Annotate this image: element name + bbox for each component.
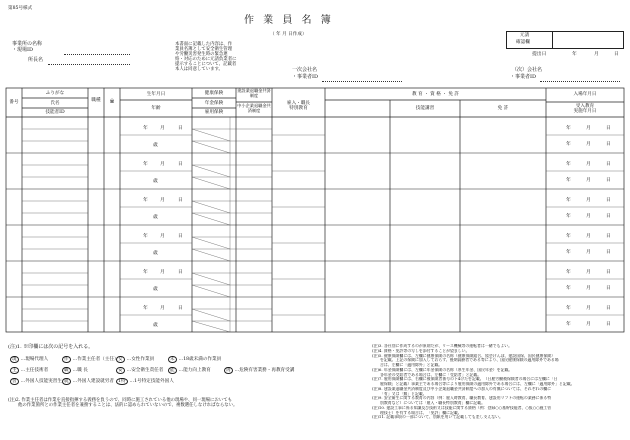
induction-year-label: 年 [566, 178, 571, 183]
note-line: (注)6. 年金保険欄には、左欄に年金保険の名称（厚生年金、国民年金）を記載。 [372, 367, 513, 372]
entry-month-label: 月 [586, 162, 591, 167]
birth-year-label: 年 [143, 126, 148, 131]
office-manager-label: 所長名 [28, 57, 44, 63]
birth-year-label: 年 [143, 306, 148, 311]
legend-intro: (注)1. ※印欄には次の記号を入れる。 [8, 344, 94, 350]
legend-item [116, 378, 174, 385]
legend-item [10, 378, 62, 385]
col-birth: 生年月日 [146, 92, 166, 97]
legend-text: …作業主任者（主任） [72, 357, 119, 362]
birth-month-label: 月 [160, 270, 165, 275]
legend-symbol: 現 [12, 357, 17, 362]
col-name: 氏名 [50, 101, 60, 106]
induction-day-label: 日 [606, 250, 611, 255]
induction-month-label: 月 [586, 250, 591, 255]
induction-day-label: 日 [606, 142, 611, 147]
primary-company-label: 一次会社名 [292, 67, 318, 73]
birth-year-label: 年 [143, 162, 148, 167]
entry-day-label: 日 [606, 306, 611, 311]
entry-day-label: 日 [606, 126, 611, 131]
legend-text: …現場代理人 [20, 357, 49, 362]
site-id-label: ・現場ID [12, 47, 33, 53]
note-line: (注)8. 建設業退職金共済制度及び中小企業退職金共済制度への加入の有無については、それぞれの欄に [372, 386, 552, 391]
birth-month-label: 月 [160, 234, 165, 239]
legend-item [62, 367, 88, 374]
age-label: 歳 [153, 287, 158, 292]
submitted-month: 月 [594, 52, 599, 57]
legend-text: …18歳未満の作業員 [178, 357, 222, 362]
col-induction: 受入教育 実施年月日 [573, 104, 597, 115]
notes-right [372, 344, 624, 420]
legend-symbol: 安 [118, 368, 123, 373]
sub-company-label: （次）会社名 [512, 67, 543, 73]
legend-text: …女性作業員 [126, 357, 155, 362]
legend-text: …能力向上教育 [178, 368, 211, 373]
entry-day-label: 日 [606, 198, 611, 203]
entry-year-label: 年 [566, 198, 571, 203]
col-age: 年齢 [151, 106, 161, 111]
induction-month-label: 月 [586, 286, 591, 291]
submitted-label: 提出日 [532, 52, 547, 57]
legend-symbol: 再 [226, 368, 231, 373]
date-line: （ 年 月 日作成） [270, 32, 307, 37]
induction-year-label: 年 [566, 250, 571, 255]
birth-month-label: 月 [160, 162, 165, 167]
col-chutaikyo: 中小企業退職金共済制度 [237, 103, 271, 113]
primary-id-label: ・事業者ID [292, 74, 318, 80]
entry-day-label: 日 [606, 162, 611, 167]
age-label: 歳 [153, 215, 158, 220]
office-manager-line [48, 64, 130, 65]
age-label: 歳 [153, 323, 158, 328]
age-label: 歳 [153, 143, 158, 148]
col-worker-id: 技能者ID [45, 110, 65, 115]
form-number: 第85号様式 [8, 6, 33, 11]
note-line: 「有」又は「無」と記載。 [380, 391, 427, 396]
note-line: (注)5. 健康保険欄には、左欄に健康保険の名称（健康保険組合、協会けんぽ、建設国保、国民健康保険） [372, 353, 556, 358]
note-line: (注)10. 建設工事に係る知識及び技術又は技能に関する資格（例：登録○○基幹技能者、○級○○施工管 [372, 405, 552, 410]
entry-month-label: 月 [586, 126, 591, 131]
entry-year-label: 年 [566, 270, 571, 275]
submitted-year: 年 [572, 52, 577, 57]
legend-item [168, 356, 221, 363]
sub-id-label: ・事業者ID [510, 74, 536, 80]
legend-symbol: 習 [12, 379, 17, 384]
office-name-label: 事業所の名称 [12, 41, 43, 47]
entry-month-label: 月 [586, 270, 591, 275]
legend-item [116, 367, 163, 374]
entry-year-label: 年 [566, 126, 571, 131]
note-line: 理技士）を有する場合は、「免許」欄に記載。 [380, 410, 462, 415]
birth-day-label: 日 [178, 162, 183, 167]
legend-text: …外国人建設就労者 [72, 379, 114, 384]
age-label: 歳 [153, 179, 158, 184]
col-entry-date: 入場年月日 [573, 92, 597, 97]
col-license: 免 許 [497, 106, 509, 111]
note-line: 合は、左欄に「適用除外」と記載。 [380, 363, 443, 368]
note-line: (注)3. 各社別に作成するのが原則だが、リース機械等の運転者は一緒でもよい。 [372, 344, 513, 348]
legend-symbol: 1特 [118, 379, 126, 384]
entry-year-label: 年 [566, 306, 571, 311]
induction-year-label: 年 [566, 214, 571, 219]
entry-day-label: 日 [606, 270, 611, 275]
legend-item [62, 378, 114, 385]
induction-year-label: 年 [566, 286, 571, 291]
note-line: 各年金の受給者である場合は、左欄に「受給者」と記載。 [380, 372, 482, 377]
col-employ-ins: 雇用保険 [204, 110, 224, 115]
sub-id-line [540, 81, 620, 82]
legend-symbol: 女 [118, 357, 123, 362]
birth-year-label: 年 [143, 270, 148, 275]
legend-symbol: 作 [64, 357, 69, 362]
induction-day-label: 日 [606, 178, 611, 183]
col-kentaikyo: 建設業退職金共済制度 [237, 88, 271, 98]
induction-day-label: 日 [606, 322, 611, 327]
note-line: (注)11. 記載事項の一部について、別紙を用いて記載しても差し支えない。 [372, 415, 503, 420]
legend-item [62, 356, 119, 363]
legend-text: …危険有害業務・再教育受講 [234, 368, 295, 373]
note-line: (注)4. 資格・免許等の写しを添付することが望ましい。 [372, 348, 470, 353]
note-line: を記載。上記の保険に加入しておらず、後期高齢者である等により、国民健康保険の適用除外である場 [380, 358, 559, 363]
col-license-group: 教 育 ・ 資 格 ・ 免 許 [412, 92, 459, 97]
legend-item [10, 367, 48, 374]
consent-text: 本書面に記載した内容は、作 業員名簿として安全衛生管理 や労働災害発生時の緊急連 絡・対応のために元請負業者に 提示することについて、記載者 本人は同意しています。 [175, 42, 237, 73]
induction-month-label: 月 [586, 322, 591, 327]
birth-day-label: 日 [178, 306, 183, 311]
legend-item [224, 367, 294, 374]
entry-month-label: 月 [586, 306, 591, 311]
birth-day-label: 日 [178, 198, 183, 203]
legend-text: …主任技術者 [20, 368, 49, 373]
note-2: (注)2. 作業主任者は作業を直接指揮する義務を負うので、同時に施工されている他の現場や、同一現場においても 他の作業箇所との作業主任者を兼務することは、法的に認められていないので、複数選任しなければならない。 [8, 398, 238, 409]
receipt-label-2: 確認欄 [516, 40, 530, 45]
birth-day-label: 日 [178, 126, 183, 131]
note-line: (注)9. 安全衛生に関する教育の内容（例：雇入時教育、職長教育、建設用リフトの運転の業務に係る特 [372, 396, 552, 401]
legend-symbol: 未 [170, 357, 175, 362]
induction-year-label: 年 [566, 142, 571, 147]
entry-day-label: 日 [606, 234, 611, 239]
submitted-day: 日 [614, 52, 619, 57]
col-number: 番号 [9, 100, 19, 105]
legend-text: …安全衛生責任者 [126, 368, 164, 373]
induction-month-label: 月 [586, 142, 591, 147]
note-line: 別教育など）については「雇入・職長特別教育」欄に記載。 [380, 401, 485, 406]
entry-year-label: 年 [566, 234, 571, 239]
col-health-ins: 健康保険 [204, 91, 224, 96]
col-skill: 技能講習 [415, 106, 435, 111]
page-title: 作 業 員 名 簿 [244, 15, 334, 26]
birth-month-label: 月 [160, 198, 165, 203]
legend-item [168, 367, 211, 374]
site-id-line [64, 54, 130, 55]
legend-symbol: 就 [64, 379, 69, 384]
birth-day-label: 日 [178, 234, 183, 239]
induction-month-label: 月 [586, 214, 591, 219]
birth-year-label: 年 [143, 198, 148, 203]
col-mark: ※ [109, 98, 115, 105]
induction-day-label: 日 [606, 286, 611, 291]
note-line: (注)7. 雇用保険欄には、右欄に被保険者番号の下4けたを記載。（日雇労働被保険者の場合には左欄に「日 [372, 377, 558, 382]
age-label: 歳 [153, 251, 158, 256]
legend-item [10, 356, 48, 363]
col-job: 職種 [91, 98, 101, 103]
induction-year-label: 年 [566, 322, 571, 327]
birth-day-label: 日 [178, 270, 183, 275]
birth-year-label: 年 [143, 234, 148, 239]
legend-symbol: 主 [12, 368, 17, 373]
induction-day-label: 日 [606, 214, 611, 219]
legend-item [116, 356, 154, 363]
col-pension-ins: 年金保険 [204, 101, 224, 106]
entry-month-label: 月 [586, 234, 591, 239]
legend-text: …1号特定技能外国人 [129, 379, 174, 384]
legend-symbol: 職 [64, 368, 69, 373]
legend-text: …職 長 [72, 368, 88, 373]
note-line: 雇保険」と記載）事業主である場合等により雇用保険の適用除外である場合には、左欄に「適用除外」と記載。 [380, 382, 575, 387]
legend-text: …外国人技能実習生 [20, 379, 62, 384]
entry-month-label: 月 [586, 198, 591, 203]
induction-month-label: 月 [586, 178, 591, 183]
col-special-edu: 雇入・職長 特別教育 [287, 101, 310, 112]
birth-month-label: 月 [160, 306, 165, 311]
primary-id-line [322, 81, 402, 82]
col-furigana: ふりがな [45, 91, 65, 96]
receipt-label-1: 元請 [520, 33, 530, 38]
birth-month-label: 月 [160, 126, 165, 131]
legend-symbol: 能 [170, 368, 175, 373]
entry-year-label: 年 [566, 162, 571, 167]
